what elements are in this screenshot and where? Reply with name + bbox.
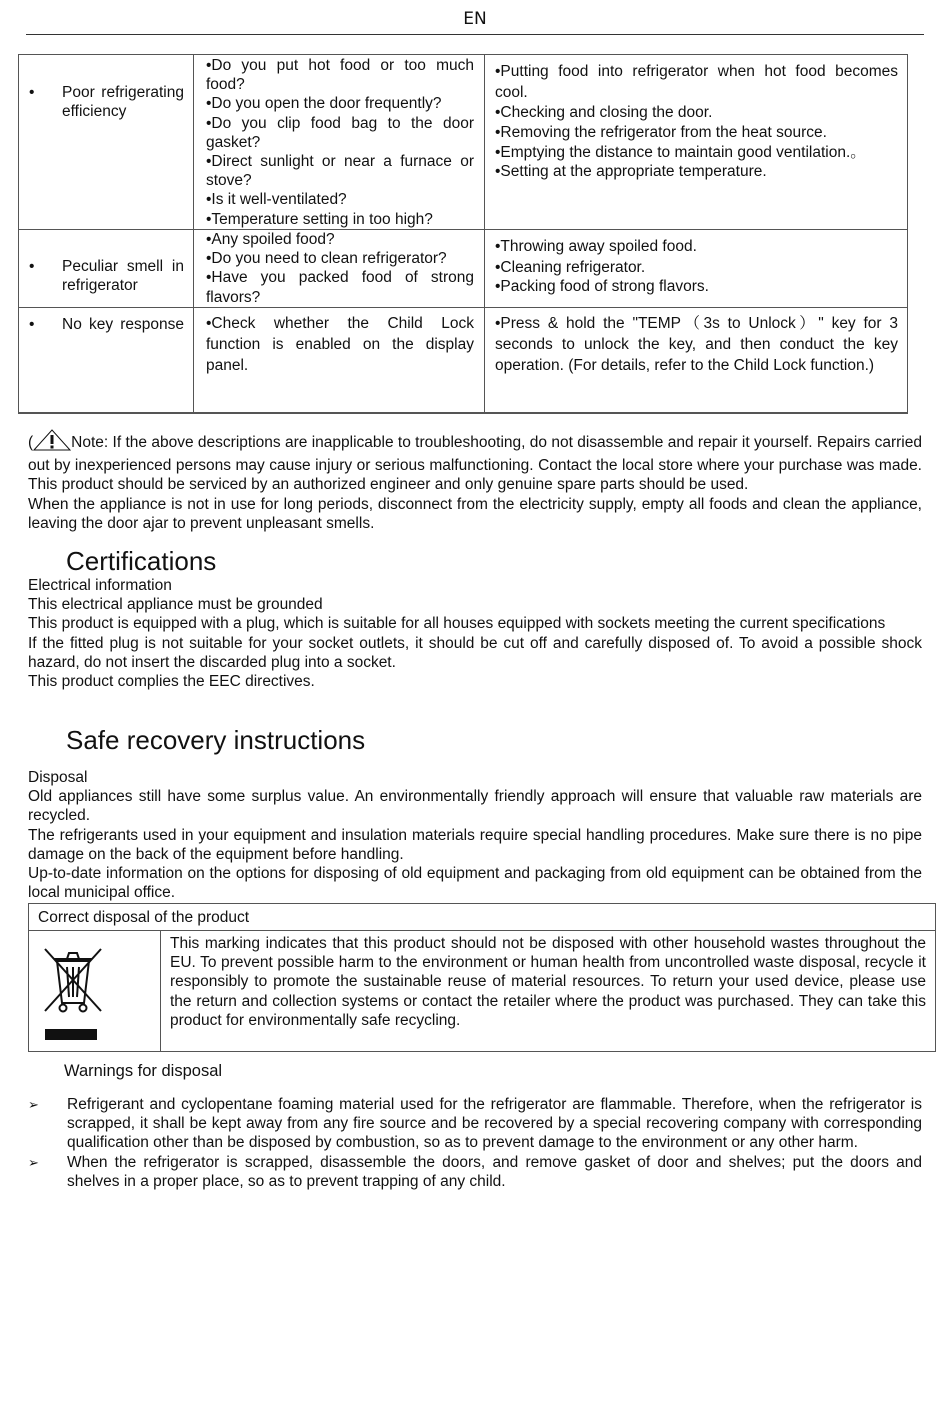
certifications-text bbox=[28, 576, 922, 691]
language-label: EN bbox=[463, 9, 487, 29]
cause-line: •Do you clip food bag to the door gasket? bbox=[206, 114, 474, 151]
warnings-heading: Warnings for disposal bbox=[64, 1062, 223, 1080]
problem-cell bbox=[19, 55, 194, 230]
solution-cell bbox=[485, 55, 908, 230]
problem-text: Poor refrigerating efficiency bbox=[62, 84, 184, 121]
list-item bbox=[28, 1153, 922, 1191]
recovery-line: The refrigerants used in your equipment and insulation materials require special handling procedures. Make sure there is no pipe damage on the back of the equipment before handling. bbox=[28, 826, 922, 863]
recovery-text bbox=[28, 768, 922, 902]
disposal-box-text: This marking indicates that this product should not be disposed with other household wastes throughout the EU. To prevent possible harm to the environment or human health from uncontrolled waste disposal, recycle it responsibly to promote the sustainable reuse of material resources. To return your used device, please use the return and collection systems or contact the retailer where the product was purchased. They can take this product for environmentally safe recycling. bbox=[170, 935, 926, 1029]
table-row bbox=[19, 230, 908, 308]
cert-line: Electrical information bbox=[28, 577, 172, 594]
cert-line: This product is equipped with a plug, which is suitable for all houses equipped with sockets meeting the current specifications bbox=[28, 615, 886, 633]
cause-line: •Is it well-ventilated? bbox=[206, 191, 347, 209]
warning-text: Refrigerant and cyclopentane foaming material used for the refrigerator are flammable. Therefore, when the refrigerator is scrapped, it shall be kept away from any fire source and be recovered by a special recovering company with corresponding qualification other than be disposed by combustion, so as to prevent damage to the environment or any other harm. bbox=[67, 1096, 922, 1152]
solution-cell bbox=[485, 307, 908, 413]
cause-line: •Have you packed food of strong flavors? bbox=[206, 269, 474, 306]
cause-line: •Do you put hot food or too much food? bbox=[206, 57, 474, 94]
bullet: • bbox=[29, 84, 35, 101]
problem-cell bbox=[19, 230, 194, 308]
weee-crossed-bin-icon bbox=[29, 931, 161, 1051]
cause-cell bbox=[194, 307, 485, 413]
problem-text: Peculiar smell in refrigerator bbox=[62, 258, 184, 295]
solution-line: •Emptying the distance to maintain good ventilation.。 bbox=[495, 144, 866, 162]
safe-recovery-heading: Safe recovery instructions bbox=[66, 725, 366, 755]
solution-line: •Packing food of strong flavors. bbox=[495, 278, 709, 296]
note-text: Note: If the above descriptions are inapplicable to troubleshooting, do not disassemble and repair it yourself. Repairs carried out by inexperienced persons may cause injury or serious malfunctioning. Contact the local store where your purchase was made. This product should be serviced by an authorized engineer and only genuine spare parts should be used. bbox=[28, 434, 922, 494]
solution-line: •Setting at the appropriate temperature. bbox=[495, 163, 767, 181]
table-row bbox=[19, 55, 908, 230]
long-period-paragraph: When the appliance is not in use for long periods, disconnect from the electricity supply, empty all foods and clean the appliance, leaving the door ajar to prevent unpleasant smells. bbox=[28, 495, 922, 532]
note-section bbox=[28, 429, 922, 533]
disposal-box-title: Correct disposal of the product bbox=[29, 904, 935, 931]
note-open-paren: ( bbox=[28, 434, 34, 451]
warning-text: When the refrigerator is scrapped, disassemble the doors, and remove gasket of door and shelves; put the doors and shelves in a proper place, so as to prevent trapping of any child. bbox=[67, 1153, 922, 1190]
warnings-list bbox=[28, 1095, 922, 1191]
troubleshooting-table bbox=[18, 54, 908, 414]
cause-cell bbox=[194, 230, 485, 308]
solution-line: •Press & hold the "TEMP（3s to Unlock）" key for 3 seconds to unlock the key, and then conduct the key operation. (For details, refer to the Child Lock function.) bbox=[495, 314, 898, 374]
solution-line: •Cleaning refrigerator. bbox=[495, 259, 646, 276]
cause-line: •Do you open the door frequently? bbox=[206, 95, 442, 113]
page-header bbox=[26, 8, 924, 35]
problem-text: No key response bbox=[62, 315, 184, 333]
solution-cell bbox=[485, 230, 908, 308]
problem-cell bbox=[19, 307, 194, 413]
cause-line: •Do you need to clean refrigerator? bbox=[206, 250, 447, 268]
cert-line: This product complies the EEC directives. bbox=[28, 673, 315, 691]
solution-line: •Throwing away spoiled food. bbox=[495, 238, 697, 255]
cause-line: •Check whether the Child Lock function is enabled on the display panel. bbox=[206, 314, 474, 374]
cert-line: If the fitted plug is not suitable for your socket outlets, it should be cut off and carefully disposed of. To avoid a possible shock hazard, do not insert the discarded plug into a socket. bbox=[28, 634, 922, 671]
table-row bbox=[19, 307, 908, 413]
warning-triangle-icon bbox=[33, 429, 71, 456]
solution-line: •Removing the refrigerator from the heat source. bbox=[495, 124, 827, 142]
arrow-bullet-icon: ➢ bbox=[28, 1097, 39, 1112]
bullet: • bbox=[29, 258, 35, 275]
cause-line: •Direct sunlight or near a furnace or stove? bbox=[206, 153, 474, 190]
cause-line: •Any spoiled food? bbox=[206, 231, 335, 248]
solution-line: •Checking and closing the door. bbox=[495, 104, 713, 121]
recovery-line: Old appliances still have some surplus value. An environmentally friendly approach will ensure that valuable raw materials are recycled. bbox=[28, 788, 922, 825]
table-bottom-rule bbox=[18, 412, 908, 413]
arrow-bullet-icon: ➢ bbox=[28, 1154, 39, 1170]
note-paragraph bbox=[28, 429, 922, 495]
disposal-box bbox=[28, 903, 936, 1052]
recovery-line: Up-to-date information on the options for disposing of old equipment and packaging from old equipment can be obtained from the local municipal office. bbox=[28, 865, 922, 902]
cert-line: This electrical appliance must be grounded bbox=[28, 596, 323, 614]
list-item bbox=[28, 1095, 922, 1153]
cause-cell bbox=[194, 55, 485, 230]
recovery-line: Disposal bbox=[28, 769, 88, 786]
cause-line: •Temperature setting in too high? bbox=[206, 210, 433, 228]
solution-line: •Putting food into refrigerator when hot food becomes cool. bbox=[495, 63, 898, 101]
bullet: • bbox=[29, 315, 35, 333]
certifications-heading: Certifications bbox=[66, 546, 217, 576]
